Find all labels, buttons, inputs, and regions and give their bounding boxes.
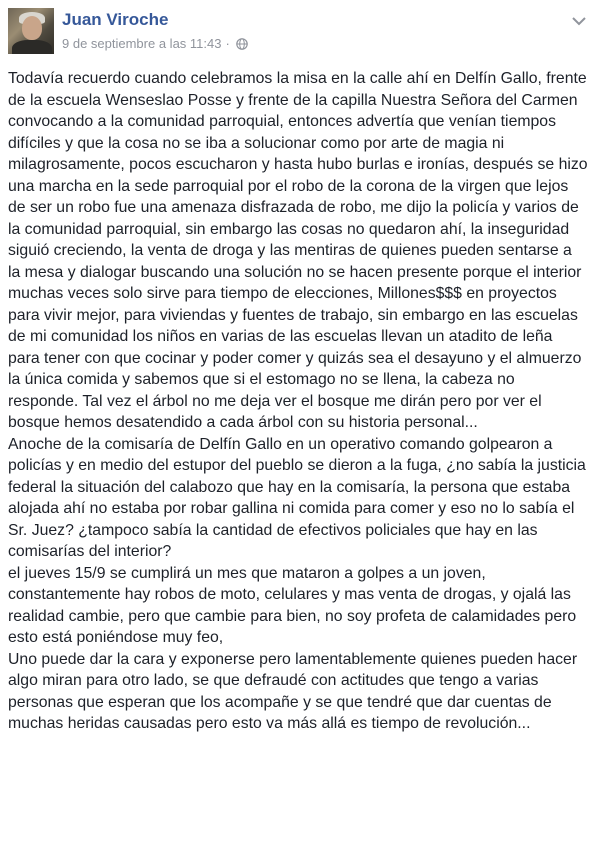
avatar-body <box>12 40 52 54</box>
globe-icon[interactable] <box>236 38 248 50</box>
meta-separator: · <box>225 36 230 51</box>
post-timestamp[interactable]: 9 de septiembre a las 11:43 <box>62 36 222 51</box>
author-name-link[interactable]: Juan Viroche <box>62 10 169 29</box>
author-avatar[interactable] <box>8 8 54 54</box>
post-meta <box>62 36 248 51</box>
chevron-down-icon[interactable] <box>572 16 586 26</box>
post-body-text: Todavía recuerdo cuando celebramos la misa en la calle ahí en Delfín Gallo, frente de la escuela Wenseslao Posse y frente de la capilla Nuestra Señora del Carmen convocando a la comunidad parroquial, entonces advertía que venían tiempos difíciles y que la cosa no se iba a solucionar como por arte de magia ni milagrosamente, pocos escucharon y hasta hubo burlas e ironías, después se hizo una marcha en la sede parroquial por el robo de la corona de la virgen que lejos de ser un robo fue una amenaza disfrazada de robo, me dijo la policía y varios de la comunidad parroquial, sin embargo las cosas no quedaron ahí, la inseguridad siguió creciendo, la venta de droga y las mentiras de quienes pueden sentarse a la mesa y dialogar buscando una solución no se hacen presente porque el interior muchas veces solo sirve para tiempo de elecciones, Millones$$$ en proyectos para vivir mejor, para viviendas y fuentes de trabajo, sin embargo en las escuelas de mi comunidad los niños en varias de las escuelas llevan un atadito de leña para tener con que cocinar y poder comer y quizás sea el desayuno y el almuerzo la única comida y sabemos que si el estomago no se llena, la cabeza no responde. Tal vez el árbol no me deja ver el bosque me dirán pero por ver el bosque hemos desatendido a cada árbol con su historia personal... Anoche de la comisaría de Delfín Gallo en un operativo comando golpearon a policías y en medio del estupor del pueblo se dieron a la fuga, ¿no sabía la justicia federal la situación del calabozo que hay en la comisaría, la persona que estaba alojada ahí no estaba por robar gallina ni comida para comer y eso no lo sabía el Sr. Juez? ¿tampoco sabía la cantidad de efectivos policiales que hay en las comisarías del interior? el jueves 15/9 se cumplirá un mes que mataron a golpes a un joven, constantemente hay robos de moto, celulares y mas venta de drogas, y ojalá las realidad cambie, pero que cambie para bien, no soy profeta de calamidades pero esto está poniéndose muy feo, Uno puede dar la cara y exponerse pero lamentablemente quienes pueden hacer algo miran para otro lado, se que defraudé con actitudes que tengo a varias personas que esperan que los acompañe y se que tendré que dar cuentas de muchas heridas causadas pero esto va más allá es tiempo de revolución... <box>8 70 588 732</box>
post-header <box>8 6 592 58</box>
avatar-face <box>22 16 42 40</box>
